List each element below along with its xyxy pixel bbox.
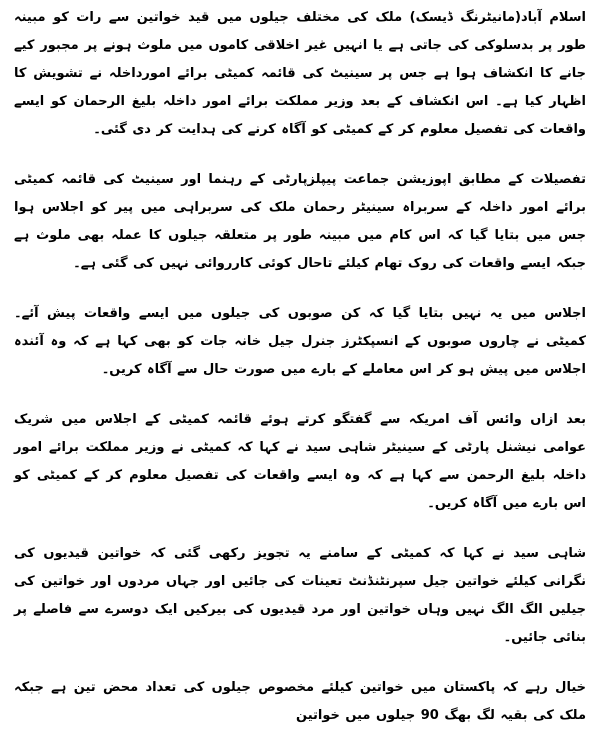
article-paragraph-5: شاہی سید نے کہا کہ کمیٹی کے سامنے یہ تجویز رکھی گئی کہ خواتین قیدیوں کی نگرانی کیلئے خواتین جیل سپرنٹنڈنٹ تعینات کی جائیں اور جہاں مردوں اور خواتین کی جیلیں الگ الگ نہیں وہاں خواتین اور مرد قیدیوں کی بیرکیں ایک دوسرے سے فاصلے پر بنائی جائیں۔ <box>14 546 586 645</box>
article-paragraph-1: اسلام آباد(مانیٹرنگ ڈیسک) ملک کی مختلف جیلوں میں قید خواتین سے رات کو مبینہ طور پر بدسلوکی کی جاتی ہے یا انہیں غیر اخلاقی کاموں میں ملوث ہونے پر مجبور کیے جانے کا انکشاف ہوا ہے جس پر سینیٹ کی قائمہ کمیٹی برائے امورداخلہ نے تشویش کا اظہار کیا ہے۔ اس انکشاف کے بعد وزیر مملکت برائے امور داخلہ بلیغ الرحمان کو ایسے واقعات کی تفصیل معلوم کر کے کمیٹی کو آگاہ کرنے کی ہدایت کر دی گئی۔ <box>14 10 586 137</box>
article-paragraph-2: تفصیلات کے مطابق اپوزیشن جماعت پیپلزپارٹی کے رہنما اور سینیٹ کی قائمہ کمیٹی برائے امور داخلہ کے سربراہ سینیٹر رحمان ملک کی سربراہی میں پیر کو اجلاس ہوا جس میں بتایا گیا کہ اس کام میں مبینہ طور پر متعلقہ جیلوں کا عملہ بھی ملوث ہے جبکہ ایسے واقعات کی روک تھام کیلئے تاحال کوئی کارروائی نہیں کی گئی ہے۔ <box>14 172 586 271</box>
news-article <box>14 4 586 730</box>
article-paragraph-3: اجلاس میں یہ نہیں بتایا گیا کہ کن صوبوں کی جیلوں میں ایسے واقعات پیش آئے۔ کمیٹی نے چاروں صوبوں کے انسپکٹرز جنرل جیل خانہ جات کو بھی کہا ہے کہ وہ آئندہ اجلاس میں پیش ہو کر اس معاملے کے بارے میں صورت حال سے آگاہ کریں۔ <box>14 306 586 377</box>
article-paragraph-4: بعد ازاں وائس آف امریکہ سے گفتگو کرتے ہوئے قائمہ کمیٹی کے اجلاس میں شریک عوامی نیشنل پارٹی کے سینیٹر شاہی سید نے کہا کہ کمیٹی نے وزیر مملکت برائے امور داخلہ بلیغ الرحمن سے کہا ہے کہ وہ ایسے واقعات کی تفصیل معلوم کر کے کمیٹی کو اس بارے میں آگاہ کریں۔ <box>14 412 586 511</box>
article-paragraph-6: خیال رہے کہ پاکستان میں خواتین کیلئے مخصوص جیلوں کی تعداد محض تین ہے جبکہ ملک کی بقیہ لگ بھگ 90 جیلوں میں خواتین <box>14 680 586 723</box>
